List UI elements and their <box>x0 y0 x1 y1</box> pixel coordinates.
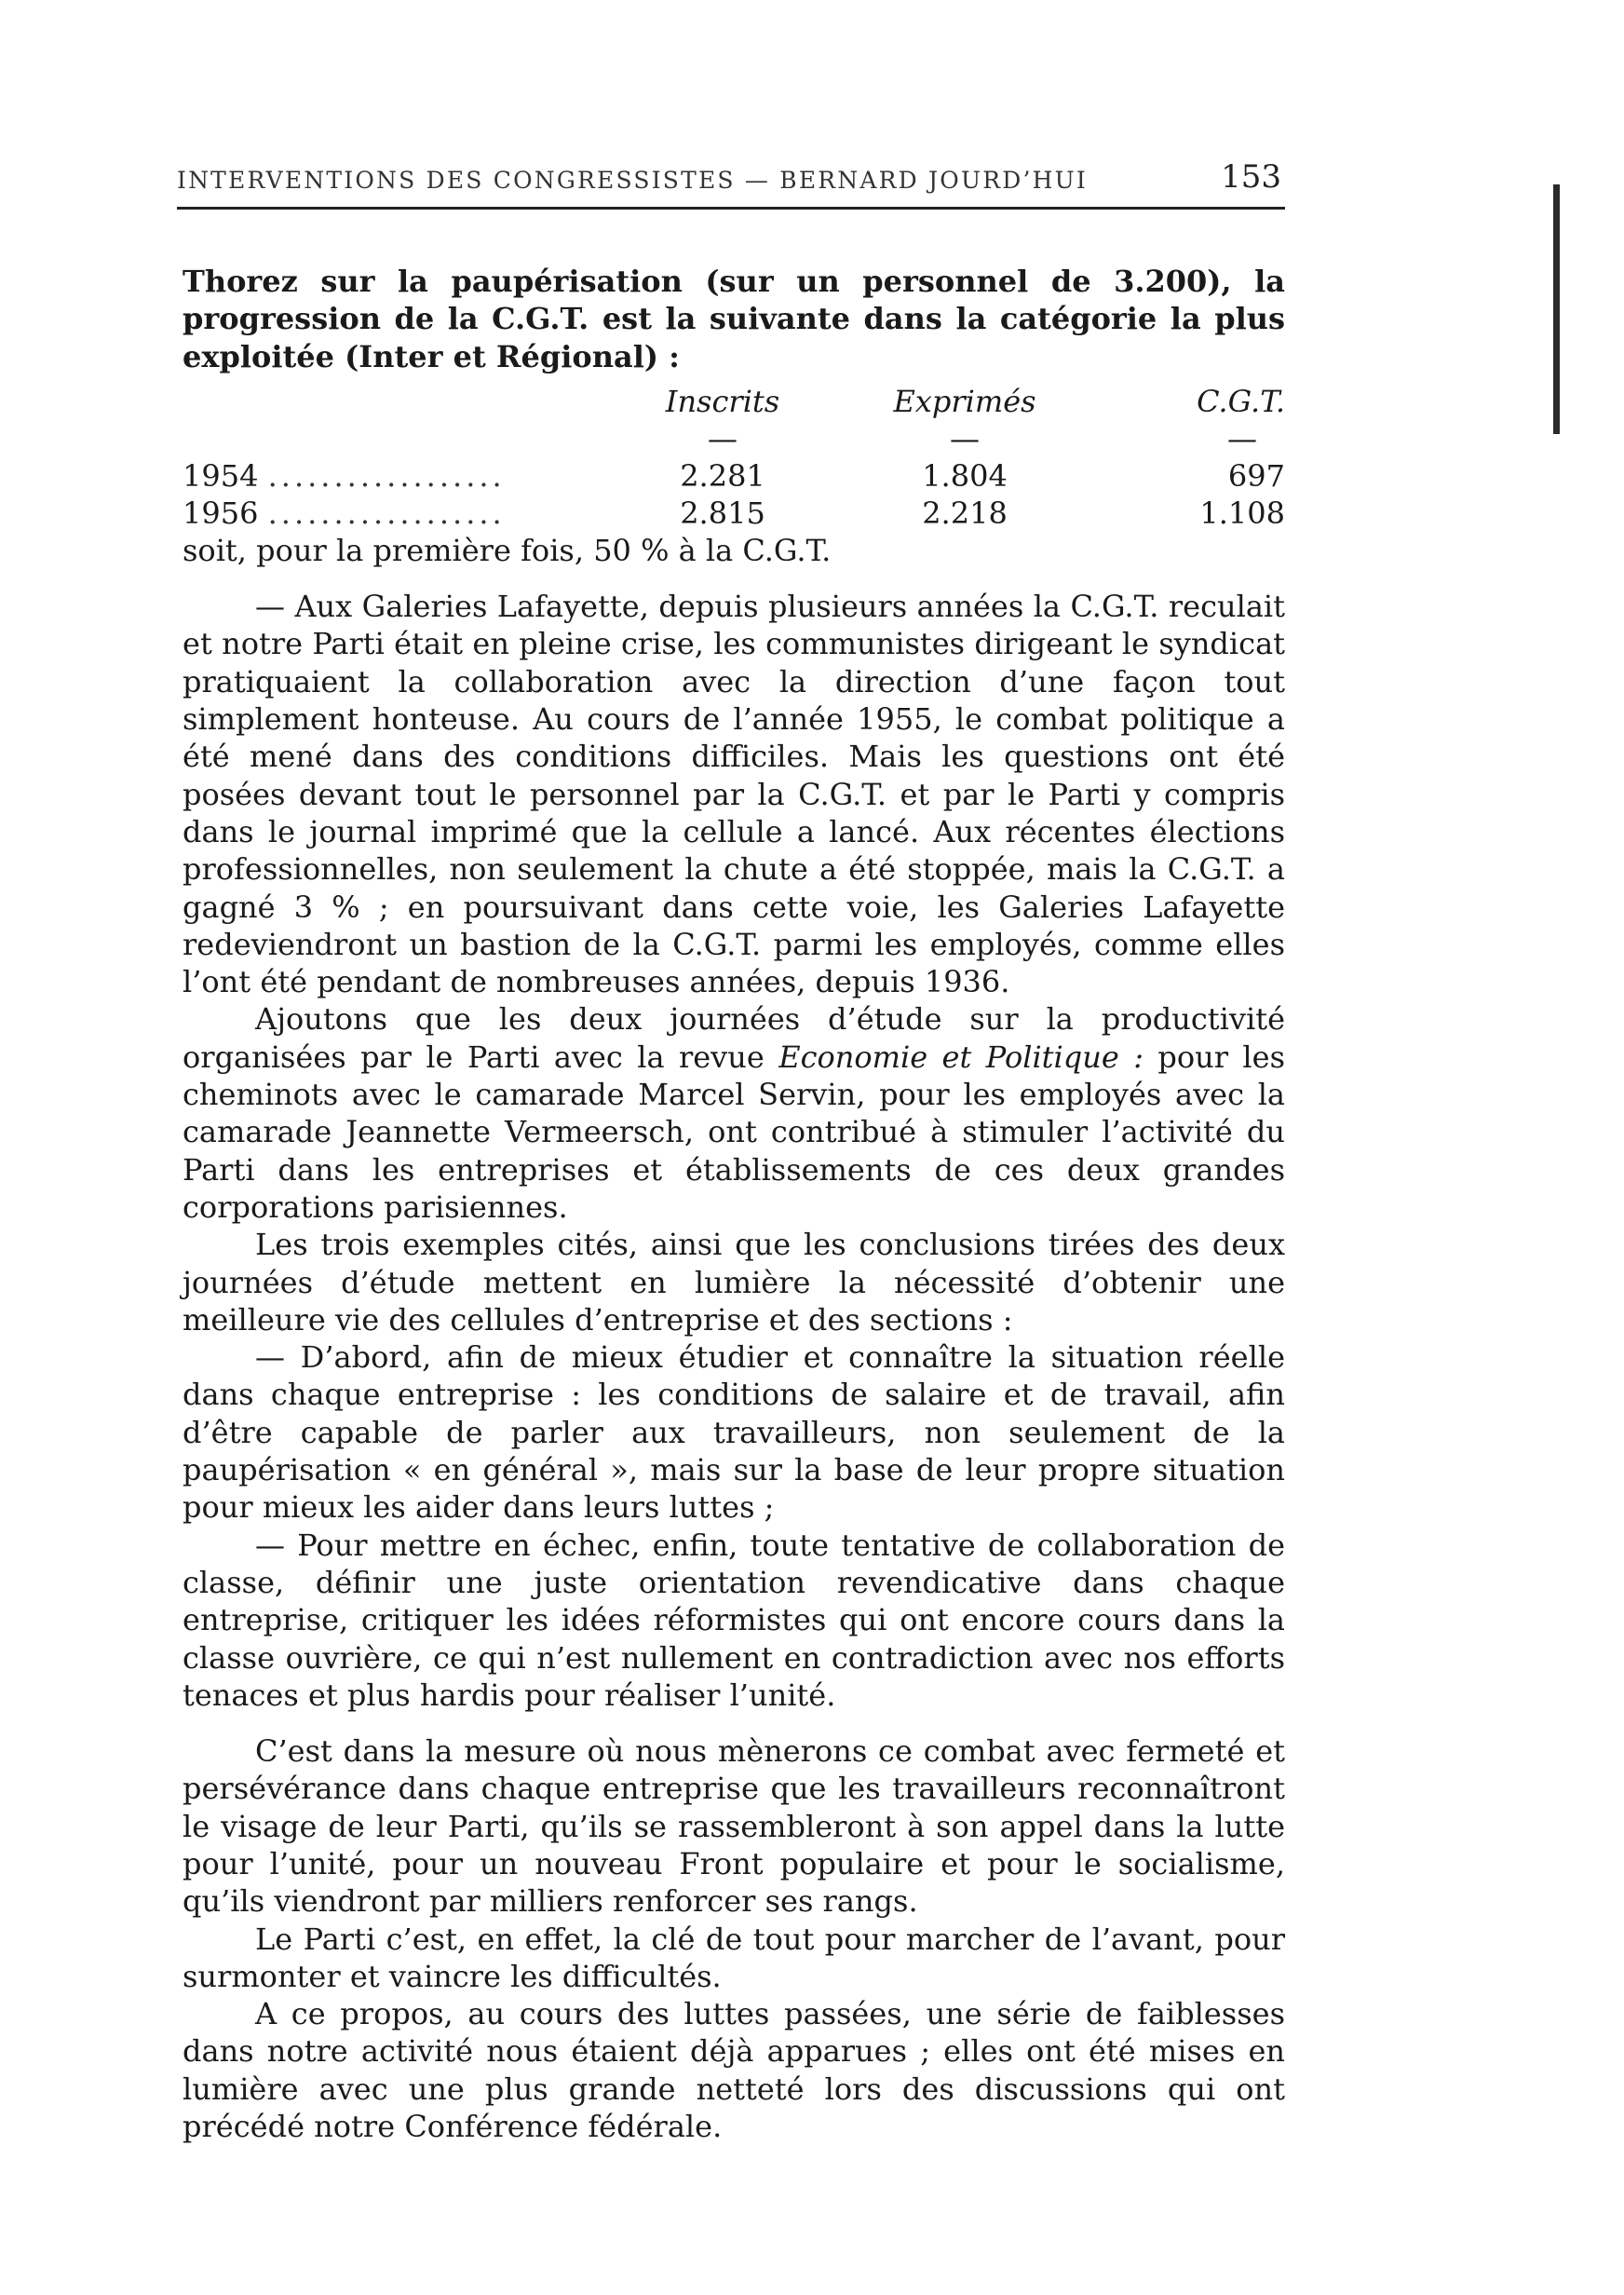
paragraph-text: pour les cheminots avec le camarade Marcel Servin, pour les employés avec la camarade Jeannette Vermeersch, ont contribué à stimuler l’activité du Parti dans les entreprises et établissements de ces deux grandes corporations parisiennes. <box>183 1039 1286 1225</box>
table-row <box>183 457 1285 495</box>
body-text <box>183 263 1285 2145</box>
dot-leader: .................. <box>267 495 506 531</box>
paragraph-mesure: C’est dans la mesure où nous mènerons ce combat avec fermeté et persévérance dans chaque entreprise que les travailleurs reconnaîtront le visage de leur Parti, qu’ils se rassembleront à son appel dans la lutte pour l’unité, pour un nouveau Front populaire et pour le socialisme, qu’ils viendront par milliers renforcer ses rangs. <box>183 1733 1285 1920</box>
table-header-empty <box>183 383 620 420</box>
year-label: 1956 <box>183 495 259 531</box>
year-label: 1954 <box>183 457 259 494</box>
running-title: INTERVENTIONS DES CONGRESSISTES — BERNARD JOURD’HUI <box>177 167 1088 194</box>
table-dash-empty <box>183 420 620 457</box>
table-dash: — <box>950 420 980 456</box>
table-header-row <box>183 383 1285 420</box>
paragraph-faiblesses: A ce propos, au cours des luttes passées, une série de faiblesses dans notre activité nous étaient déjà apparues ; elles ont été mises en lumière avec une plus grande netteté lors des discussions qui ont précédé notre Conférence fédérale. <box>183 1996 1285 2145</box>
dot-leader: .................. <box>267 457 506 494</box>
table-dash-row <box>183 420 1285 457</box>
table-dash: — <box>1227 420 1257 456</box>
paragraph-exemples: Les trois exemples cités, ainsi que les conclusions tirées des deux journées d’étude mettent en lumière la nécessité d’obtenir une meilleure vie des cellules d’entreprise et des sections : <box>183 1227 1285 1338</box>
table-cell-inscrits: 2.815 <box>680 495 765 531</box>
paragraph-text: Ajoutons que les deux journées d’étude sur la productivité organisées par le Parti avec la revue <box>183 1001 1285 1075</box>
table-header-cgt: C.G.T. <box>1197 383 1285 419</box>
table-cell-exprimes: 2.218 <box>922 495 1008 531</box>
table-cell-inscrits: 2.281 <box>680 457 765 494</box>
running-header <box>177 158 1285 210</box>
intro-paragraph: Thorez sur la paupérisation (sur un personnel de 3.200), la progression de la C.G.T. est la suivante dans la catégorie la plus exploitée (Inter et Régional) : <box>183 264 1285 374</box>
after-table-line: soit, pour la première fois, 50 % à la C.G.T. <box>183 532 832 568</box>
table-cell-exprimes: 1.804 <box>922 457 1008 494</box>
journal-title: Economie et Politique : <box>778 1039 1144 1075</box>
table-cell-cgt: 697 <box>1227 457 1285 494</box>
table-header-inscrits: Inscrits <box>665 383 780 419</box>
page-number: 153 <box>1221 158 1281 196</box>
table-row <box>183 495 1285 532</box>
paragraph-dabord: — D’abord, afin de mieux étudier et connaître la situation réelle dans chaque entreprise : les conditions de salaire et de travail, afin d’être capable de parler aux travailleurs, non seulement de la paupérisation « en général », mais sur la base de leur propre situation pour mieux les aider dans leurs luttes ; <box>183 1339 1285 1526</box>
table-header-exprimes: Exprimés <box>893 383 1036 419</box>
spacer <box>183 1714 1285 1732</box>
paragraph-collaboration: — Pour mettre en échec, enfin, toute tentative de collaboration de classe, définir une juste orientation revendicative dans chaque entreprise, critiquer les idées réformistes qui ont encore cours dans la classe ouvrière, ce qui n’est nullement en contradiction avec nos efforts tenaces et plus hardis pour réaliser l’unité. <box>183 1527 1285 1713</box>
table-row-year <box>183 457 620 495</box>
table-dash: — <box>708 420 738 456</box>
cgt-progression-table <box>183 383 1285 532</box>
table-row-year <box>183 495 620 532</box>
paragraph-galeries-lafayette: — Aux Galeries Lafayette, depuis plusieurs années la C.G.T. reculait et notre Parti était en pleine crise, les communistes dirigeant le syndicat pratiquaient la collaboration avec la direction d’une façon tout simplement honteuse. Au cours de l’année 1955, le combat politique a été mené dans des conditions difficiles. Mais les questions ont été posées devant tout le personnel par la C.G.T. et par le Parti y compris dans le journal imprimé que la cellule a lancé. Aux récentes élections professionnelles, non seulement la chute a été stoppée, mais la C.G.T. a gagné 3 % ; en poursuivant dans cette voie, les Galeries Lafayette redeviendront un bastion de la C.G.T. parmi les employés, comme elles l’ont été pendant de nombreuses années, depuis 1936. <box>183 589 1285 1000</box>
paragraph-parti-cle: Le Parti c’est, en effet, la clé de tout pour marcher de l’avant, pour surmonter et vaincre les difficultés. <box>183 1921 1285 1994</box>
table-cell-cgt: 1.108 <box>1199 495 1285 531</box>
spacer <box>183 569 1285 588</box>
paragraph-journees-etude <box>183 1000 1285 1226</box>
margin-mark <box>1553 184 1560 434</box>
